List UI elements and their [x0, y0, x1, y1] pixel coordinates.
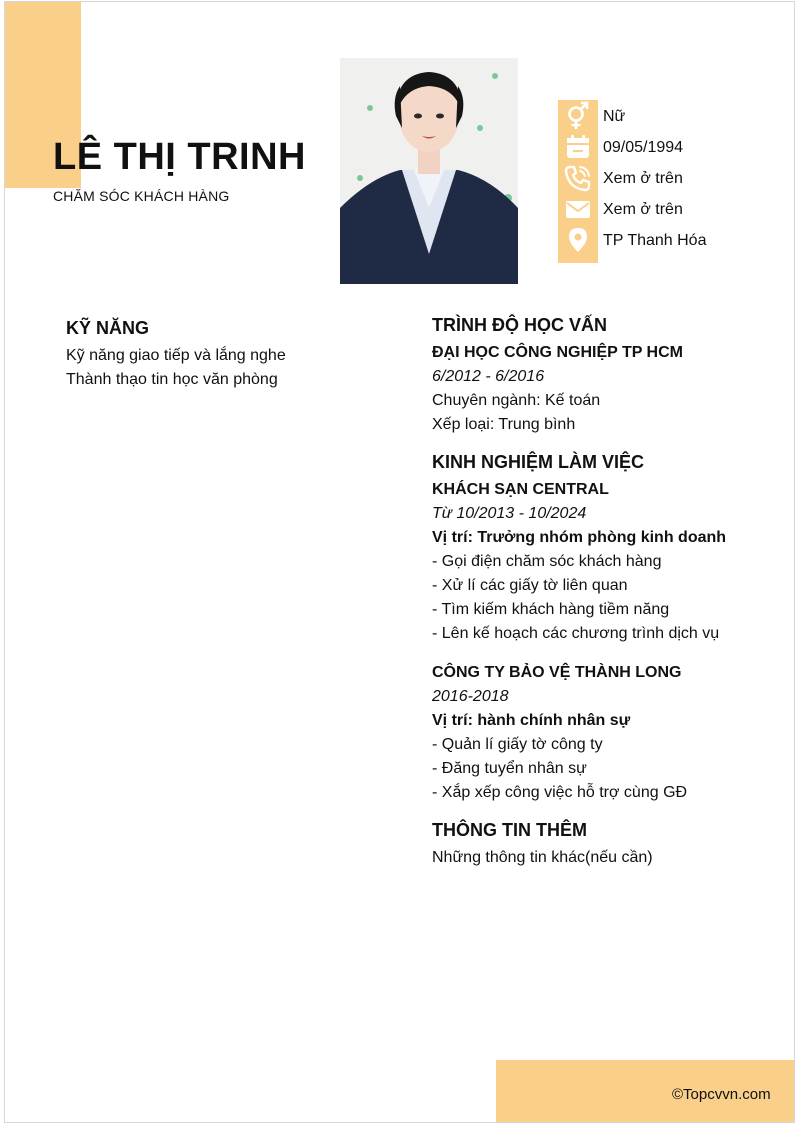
contact-gender: Nữ: [603, 108, 626, 125]
education-period: 6/2012 - 6/2016: [432, 368, 545, 385]
map-pin-icon: [563, 225, 593, 255]
job-period: Từ 10/2013 - 10/2024: [432, 505, 587, 522]
job-task: - Lên kế hoạch các chương trình dịch vụ: [432, 625, 720, 642]
candidate-name: LÊ THỊ TRINH: [53, 136, 306, 178]
contact-address: TP Thanh Hóa: [603, 232, 707, 249]
extra-info-title: THÔNG TIN THÊM: [432, 820, 587, 840]
education-title: TRÌNH ĐỘ HỌC VẤN: [432, 315, 607, 335]
candidate-job-title: CHĂM SÓC KHÁCH HÀNG: [53, 188, 230, 204]
skills-title: KỸ NĂNG: [66, 318, 150, 338]
envelope-icon: [563, 194, 593, 224]
cv-page: [4, 1, 795, 1123]
job-task: - Tìm kiếm khách hàng tiềm năng: [432, 601, 670, 618]
job-position: Vị trí: Trưởng nhóm phòng kinh doanh: [432, 529, 727, 546]
calendar-icon: [563, 132, 593, 162]
extra-info-text: Những thông tin khác(nếu cần): [432, 849, 653, 866]
education-rank: Xếp loại: Trung bình: [432, 416, 576, 433]
job-task: - Quản lí giấy tờ công ty: [432, 736, 603, 753]
job-task: - Gọi điện chăm sóc khách hàng: [432, 553, 662, 570]
profile-photo: [340, 58, 518, 284]
job-position: Vị trí: hành chính nhân sự: [432, 712, 631, 729]
skill-item: Kỹ năng giao tiếp và lắng nghe: [66, 347, 286, 364]
phone-icon: [563, 163, 593, 193]
experience-title: KINH NGHIỆM LÀM VIỆC: [432, 452, 645, 472]
job-company: KHÁCH SẠN CENTRAL: [432, 481, 609, 498]
gender-icon: [563, 101, 593, 131]
job-task: - Xắp xếp công việc hỗ trợ cùng GĐ: [432, 784, 688, 801]
contact-birthday: 09/05/1994: [603, 139, 684, 156]
education-school: ĐẠI HỌC CÔNG NGHIỆP TP HCM: [432, 344, 683, 361]
job-company: CÔNG TY BẢO VỆ THÀNH LONG: [432, 664, 682, 681]
job-task: - Xử lí các giấy tờ liên quan: [432, 577, 628, 594]
education-major: Chuyên ngành: Kế toán: [432, 392, 601, 409]
job-period: 2016-2018: [432, 688, 509, 705]
footer-copyright[interactable]: ©Topcvvn.com: [672, 1086, 771, 1103]
contact-email[interactable]: Xem ở trên: [603, 201, 683, 218]
job-task: - Đăng tuyển nhân sự: [432, 760, 587, 777]
skill-item: Thành thạo tin học văn phòng: [66, 371, 278, 388]
contact-phone[interactable]: Xem ở trên: [603, 170, 683, 187]
